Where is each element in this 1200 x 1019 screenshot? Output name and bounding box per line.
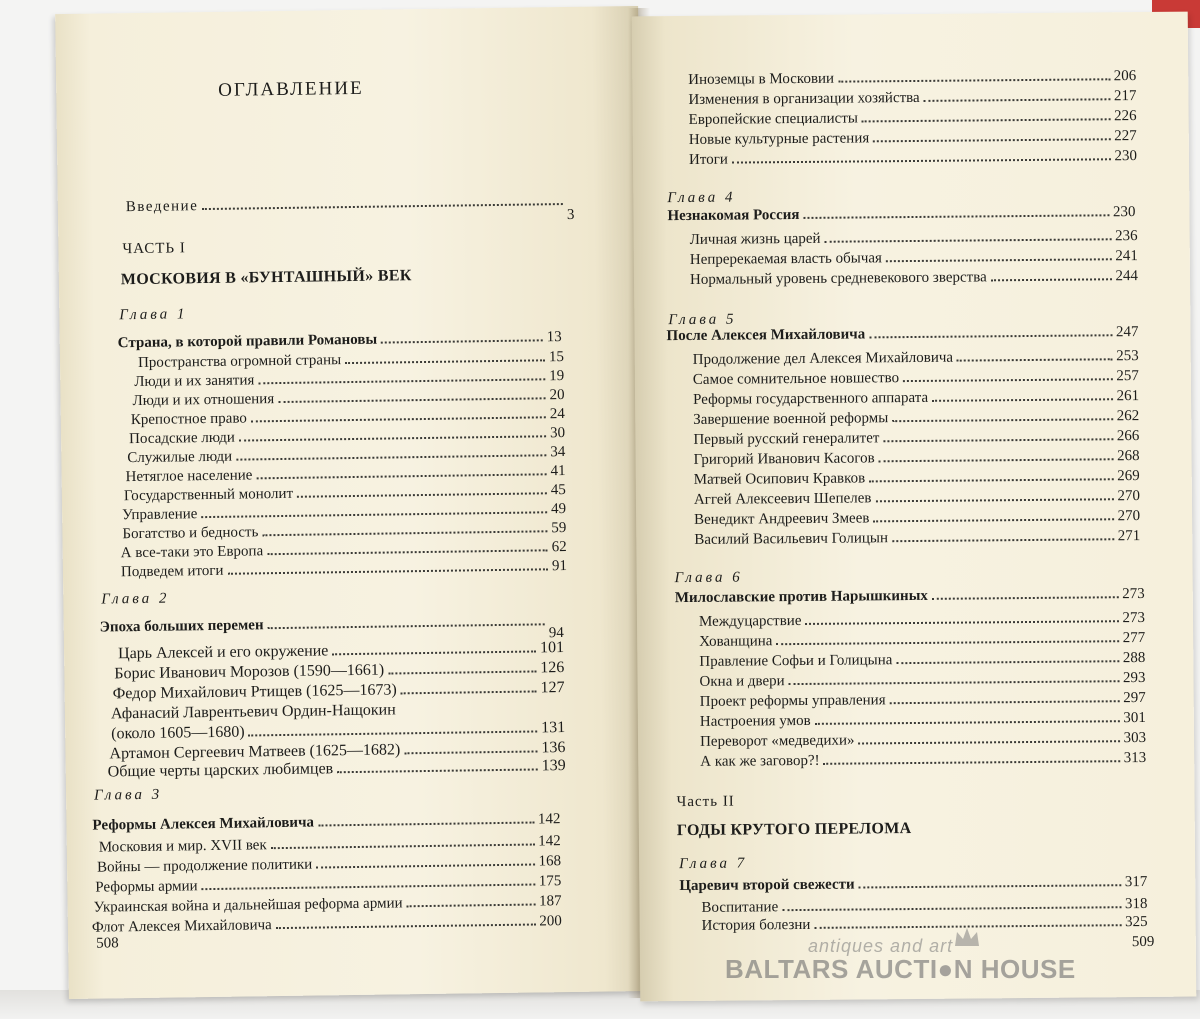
toc-entry-page: 101 (539, 639, 565, 657)
dot-leader (267, 549, 547, 555)
toc-entry-title: Непререкаемая власть обычая (689, 250, 882, 268)
dot-leader (332, 650, 536, 655)
part-title: МОСКОВИЯ В «БУНТАШНЫЙ» ВЕК (120, 267, 412, 289)
dot-leader (924, 98, 1110, 102)
dot-leader (957, 358, 1112, 361)
chapter-title: Незнакомая Россия 230 (667, 204, 1136, 225)
toc-entry-title: Переворот «медведихи» (699, 732, 855, 750)
dot-leader (903, 378, 1112, 382)
chapter-title: Милославские против Нарышкиных 273 (674, 585, 1145, 607)
dot-leader (892, 538, 1114, 542)
dot-leader (892, 418, 1112, 422)
toc-entry-title: Реформы государственного аппарата (692, 389, 929, 408)
toc-entry-page: 200 (539, 913, 562, 930)
toc-entry-page: 268 (1116, 448, 1140, 465)
toc-entry-page: 313 (1123, 749, 1147, 767)
toc-entry-page: 59 (551, 520, 567, 537)
toc-entry-page: 30 (549, 425, 566, 442)
dot-leader (873, 138, 1110, 142)
toc-entry-title: Иноземцы в Московии (688, 70, 835, 88)
dot-leader (278, 397, 545, 403)
toc-entry-page: 288 (1122, 649, 1146, 667)
dot-leader (202, 884, 535, 891)
dot-leader (932, 398, 1112, 402)
toc-entry-page: 301 (1123, 709, 1146, 727)
toc-entry (702, 914, 1148, 938)
toc-entry-page: 168 (538, 853, 562, 870)
toc-entry-page: 303 (1123, 729, 1147, 747)
toc-entry-title: Воспитание (701, 899, 779, 916)
dot-leader (805, 620, 1118, 625)
chapter-items (632, 12, 1188, 17)
chapter-label: Глава 7 (679, 855, 748, 873)
toc-entry-title: Новые культурные растения (688, 130, 870, 148)
toc-entry-title: Самое сомнительное новшество (692, 370, 900, 388)
dot-leader (782, 906, 1121, 911)
toc-entry-page: 293 (1122, 669, 1146, 687)
dot-leader (404, 750, 537, 754)
toc-entry-title: Борис Иванович Морозов (1590—1661) (114, 661, 385, 683)
toc-entry-page: 217 (1113, 88, 1137, 105)
dot-leader (886, 258, 1111, 262)
dot-leader (236, 454, 546, 460)
toc-entry-title: Венедикт Андреевич Змеев (694, 510, 870, 528)
toc-entry-page: 271 (1117, 528, 1141, 545)
dot-leader (401, 690, 537, 694)
toc-entry-page: 270 (1117, 508, 1141, 525)
toc-entry-page: 297 (1123, 689, 1146, 707)
toc-entry-title: Итоги (688, 151, 728, 168)
toc-entry-title: Войны — продолжение политики (96, 856, 313, 876)
part-title: ГОДЫ КРУТОГО ПЕРЕЛОМА (676, 820, 912, 840)
toc-entry-page: 253 (1116, 348, 1139, 365)
chapter-title: Реформы Алексея Михайловича 142 (92, 811, 561, 834)
dot-leader (869, 478, 1113, 482)
toc-entry-page: 226 (1114, 108, 1137, 125)
dot-leader (776, 640, 1118, 645)
toc-entry-title: Управление (122, 506, 198, 524)
toc-entry-page: 91 (551, 558, 568, 575)
dot-leader (256, 473, 546, 479)
toc-entry-page: 139 (541, 757, 566, 775)
toc-entry-title: Богатство и бедность (122, 524, 259, 543)
toc-entry-page: 15 (548, 349, 565, 366)
dot-leader (991, 278, 1112, 281)
chapter-items (55, 6, 638, 14)
toc-entry-title: Междуцарствие (698, 612, 802, 630)
toc-entry-page: 269 (1117, 468, 1140, 485)
toc-entry-page: 131 (541, 719, 566, 737)
toc-entry-title: Изменения в организации хозяйства (688, 89, 920, 108)
toc-entry (689, 148, 1137, 172)
toc-entry-page: 45 (550, 482, 566, 499)
dot-leader (228, 568, 548, 574)
toc-entry-page: 127 (540, 679, 565, 697)
dot-leader (879, 458, 1113, 462)
toc-entry-title: Украинская война и дальнейшая реформа армии (93, 895, 403, 916)
toc-entry-page: 270 (1117, 488, 1140, 505)
toc-entry-page: 175 (538, 873, 562, 890)
toc-entry-page: 277 (1122, 629, 1146, 647)
part-label: Часть II (676, 793, 735, 811)
dot-leader (262, 530, 547, 536)
dot-leader (896, 660, 1118, 664)
dot-leader (388, 670, 536, 674)
chapter-title: Эпоха больших перемен 94 (99, 617, 564, 642)
page-number: 508 (96, 935, 119, 952)
dot-leader (337, 768, 538, 773)
toc-entry-page: 261 (1116, 388, 1140, 405)
dot-leader (345, 359, 545, 364)
toc-entry-title: Нормальный уровень средневекового зверства (689, 269, 987, 288)
right-page (632, 12, 1197, 1002)
chapter-items (632, 12, 1188, 17)
toc-entry-title: Правление Софьи и Голицына (699, 652, 893, 670)
chapter-label: Глава 1 (119, 306, 188, 324)
toc-entry-title: Продолжение дел Алексея Михайловича (692, 349, 954, 368)
toc-entry-title: Люди и их занятия (134, 372, 255, 391)
page-number: 509 (1131, 933, 1155, 951)
toc-entry-page: 244 (1115, 268, 1139, 285)
toc-entry-page: 41 (550, 463, 566, 480)
toc-entry-page: 230 (1114, 148, 1138, 165)
chapter-title: Царевич второй свежести 317 (679, 873, 1148, 895)
dot-leader (239, 435, 546, 441)
toc-entry-title: Григорий Иванович Касогов (693, 450, 875, 468)
chapter-items (55, 6, 638, 14)
toc-entry-page: 62 (551, 539, 567, 556)
toc-entry-title: Аггей Алексеевич Шепелев (693, 490, 872, 508)
toc-entry-title: Общие черты царских любимцев (107, 760, 334, 781)
toc-entry-title: Настроения умов (699, 712, 811, 730)
dot-leader (875, 498, 1113, 502)
dot-leader (838, 78, 1110, 82)
chapter-label: Глава 6 (674, 569, 743, 587)
toc-entry-page: 241 (1115, 248, 1138, 265)
toc-entry-title: Матвей Осипович Кравков (693, 470, 866, 488)
dot-leader (251, 416, 546, 422)
left-page (55, 6, 652, 999)
chapter-label: Глава 2 (101, 590, 170, 608)
part-label: ЧАСТЬ I (122, 240, 186, 258)
toc-entry-title: История болезни (701, 916, 811, 934)
toc-entry-page: 136 (541, 739, 566, 757)
dot-leader (815, 720, 1120, 725)
toc-entry (690, 268, 1138, 292)
dot-leader (407, 904, 536, 908)
toc-entry-intro: Введение 3 (125, 198, 577, 223)
toc-entry-title: Хованщина (699, 633, 773, 650)
toc-title: ОГЛАВЛЕНИЕ (218, 77, 364, 101)
dot-leader (258, 378, 545, 384)
toc-entry-page: 187 (538, 893, 562, 910)
toc-entry-page: 126 (540, 659, 565, 677)
watermark-title: BALTARS AUCTI●N HOUSE (725, 954, 1076, 984)
dot-leader (883, 438, 1112, 442)
dot-leader (873, 518, 1113, 522)
toc-entry-title: Окна и двери (699, 673, 785, 690)
toc-entry-title: Государственный монолит (123, 485, 294, 505)
toc-entry-page: 325 (1125, 913, 1148, 931)
watermark-subtitle: antiques and art (808, 936, 954, 956)
toc-entry-title: Пространства огромной страны (137, 352, 342, 371)
toc-entry-title: Реформы армии (95, 878, 198, 896)
toc-entry-title: Подведем итоги (120, 562, 224, 581)
dot-leader (732, 158, 1111, 163)
toc-entry-title: Федор Михайлович Ртищев (1625—1673) (112, 681, 397, 703)
dot-leader (825, 238, 1112, 243)
dot-leader (859, 740, 1120, 744)
toc-entry-title: А как же заговор?! (700, 752, 820, 770)
dot-leader (316, 864, 534, 869)
toc-entry-page: 273 (1122, 609, 1146, 627)
toc-entry-page: 236 (1115, 228, 1138, 245)
dot-leader (271, 844, 535, 850)
toc-entry-title: (около 1605—1680) (111, 723, 245, 743)
chapter-title: После Алексея Михайловича 247 (666, 324, 1139, 345)
toc-entry-title: Проект реформы управления (699, 692, 886, 710)
toc-entry-page: 34 (550, 444, 566, 461)
chapter-items (632, 12, 1188, 17)
toc-entry-page: 20 (549, 387, 565, 404)
toc-entry-page: 318 (1124, 895, 1148, 913)
toc-entry (694, 528, 1140, 552)
toc-entry (700, 750, 1146, 774)
toc-entry-page: 142 (538, 833, 561, 850)
toc-entry-title: Первый русский генералитет (693, 430, 880, 448)
toc-entry-title: Европейские специалисты (688, 110, 859, 128)
toc-entry-page: 206 (1113, 68, 1137, 85)
toc-entry-title: А все-таки это Европа (120, 543, 264, 562)
dot-leader (201, 511, 547, 518)
chapter-items (632, 12, 1188, 17)
toc-entry-title: Царь Алексей и его окружение (117, 642, 329, 663)
toc-entry-title: Нетяглое население (125, 467, 253, 486)
chapter-items (632, 12, 1188, 17)
dot-leader (789, 680, 1119, 685)
toc-entry-title: Василий Васильевич Голицын (694, 530, 889, 548)
chapter-title: Страна, в которой правили Романовы 13 (117, 329, 562, 352)
auction-watermark (725, 936, 1125, 998)
dot-leader (276, 924, 536, 930)
toc-entry-page: 49 (551, 501, 567, 518)
toc-entry-title: Завершение военной реформы (693, 410, 889, 428)
toc-entry-title: Посадские люди (128, 429, 236, 448)
toc-entry-title: Люди и их отношения (132, 391, 275, 410)
toc-entry-title: Служилые люди (127, 448, 233, 467)
dot-leader (862, 118, 1110, 122)
chapter-label: Глава 3 (93, 786, 163, 804)
chapter-label: Глава 5 (668, 311, 737, 329)
toc-entry-page: 257 (1116, 368, 1139, 385)
dot-leader (297, 492, 547, 497)
toc-entry-title: Флот Алексея Михайловича (91, 917, 272, 936)
toc-entry-page: 24 (549, 406, 565, 423)
toc-entry-title: Личная жизнь царей (689, 230, 821, 248)
toc-entry-page: 262 (1116, 408, 1140, 425)
toc-entry-title: Московия и мир. XVII век (98, 837, 267, 856)
toc-entry-title: Крепостное право (130, 410, 247, 429)
chapter-items (55, 6, 638, 14)
chapter-label: Глава 4 (667, 189, 736, 207)
toc-entry-page: 19 (549, 368, 565, 385)
toc-entry-page: 266 (1116, 428, 1140, 445)
dot-leader (890, 700, 1120, 704)
crown-icon (953, 926, 981, 948)
dot-leader (249, 730, 538, 736)
dot-leader (824, 760, 1120, 765)
toc-entry-title: Афанасий Лаврентьевич Ордин-Нащокин (110, 701, 396, 723)
toc-entry-title: Артамон Сергеевич Матвеев (1625—1682) (109, 741, 401, 763)
toc-entry-page: 227 (1114, 128, 1137, 145)
